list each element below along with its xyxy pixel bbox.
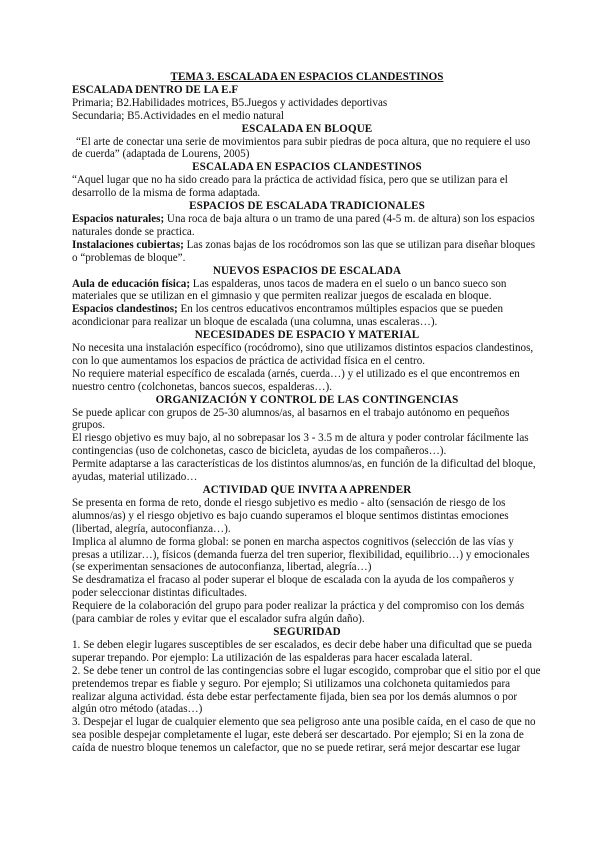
- section-heading-escalada-bloque: ESCALADA EN BLOQUE: [241, 122, 373, 135]
- espacios-naturales-text: Una roca de baja altura o un tramo de una pared (4-5 m. de altura) son los espacios naturales donde se practica.: [72, 212, 535, 238]
- actividad-paragraph-2: Implica al alumno de forma global: se ponen en marcha aspectos cognitivos (selección de las vías y presas a utilizar…), físicos (demanda fuerza del tren superior, flexibilidad, equilibrio…) y emocionales (se experimentan sensaciones de autoconfianza, libertad, alegría…): [72, 535, 530, 574]
- aula-ef-label: Aula de educación física;: [72, 277, 191, 290]
- seguridad-item-1: 1. Se deben elegir lugares susceptibles de ser escalados, es decir debe haber una dificultad que se pueda superar trepando. Por ejemplo: La utilización de las espalderas para hacer escalada lateral.: [72, 638, 532, 664]
- section-heading-necesidades: NECESIDADES DE ESPACIO Y MATERIAL: [194, 329, 420, 342]
- section-heading-espacios-clandestinos: ESCALADA EN ESPACIOS CLANDESTINOS: [192, 161, 422, 174]
- organizacion-paragraph-3: Permite adaptarse a las características de los distintos alumnos/as, en función de la dificultad del bloque, ayudas, material utilizado…: [72, 458, 536, 484]
- instalaciones-cubiertas-text: Las zonas bajas de los rocódromos son las que se utilizan para diseñar bloques o “problemas de bloque”.: [72, 238, 536, 264]
- organizacion-paragraph-2: El riesgo objetivo es muy bajo, al no sobrepasar los 3 - 3.5 m de altura y poder controlar fácilmente las contingencias (uso de colchonetas, casco de bicicleta, ayudas de los compañeros…).: [72, 432, 529, 458]
- seguridad-item-2: 2. Se debe tener un control de las contingencias sobre el lugar escogido, comprobar que el sitio por el que pretendemos trepar es fiable y seguro. Por ejemplo; Si utilizamos una colchoneta quitamiedos para realizar alguna actividad. ésta debe estar perfectamente fijada, bien sea por los demás alumnos o por algún otro método (atadas…): [72, 664, 541, 716]
- section-heading-actividad: ACTIVIDAD QUE INVITA A APRENDER: [202, 484, 412, 496]
- necesidades-paragraph-2: No requiere material específico de escalada (arnés, cuerda…) y el utilizado es el que encontremos en nuestro centro (colchonetas, bancos suecos, espalderas…).: [72, 367, 520, 393]
- aula-ef-paragraph: [72, 278, 542, 304]
- document-title: TEMA 3. ESCALADA EN ESPACIOS CLANDESTINOS: [170, 71, 444, 83]
- section-heading-espacios-tradicionales: ESPACIOS DE ESCALADA TRADICIONALES: [189, 200, 425, 213]
- actividad-paragraph-3: Se desdramatiza el fracaso al poder superar el bloque de escalada con la ayuda de los compañeros y poder seleccionar distintas dificultades.: [72, 574, 515, 600]
- section-heading-organizacion: ORGANIZACIÓN Y CONTROL DE LAS CONTINGENCIAS: [155, 393, 459, 406]
- clandestinos-definition-quote: “Aquel lugar que no ha sido creado para la práctica de actividad física, pero que se utilizan para el desarrollo de la misma de forma adaptada.: [72, 174, 508, 200]
- necesidades-paragraph-1: No necesita una instalación específico (rocódromo), sino que utilizamos distintos espacios clandestinos, con lo que aumentamos los espacios de práctica de actividad física en el centro.: [72, 342, 534, 367]
- espacios-clandestinos-paragraph: [72, 303, 542, 329]
- seguridad-item-3: 3. Despejar el lugar de cualquier elemento que sea peligroso ante una posible caída, en el caso de que no sea posible despejar completamente el lugar, este deberá ser descartado. Por ejemplo; Si en la zona de caída de nuestro bloque tenemos un calefactor, que no se puede retirar, será mejor descartar ese lugar: [72, 716, 536, 755]
- section-heading-escalada-ef: ESCALADA DENTRO DE LA E.F: [72, 83, 239, 96]
- espacios-naturales-paragraph: [72, 213, 542, 239]
- primaria-line: Primaria; B2.Habilidades motrices, B5.Juegos y actividades deportivas: [72, 96, 388, 109]
- espacios-clandestinos-label: Espacios clandestinos;: [72, 303, 178, 316]
- aula-ef-text: Las espalderas, unos tacos de madera en el suelo o un banco sueco son materiales que se utilizan en el gimnasio y que permiten realizar juegos de escalada en bloque.: [72, 277, 507, 303]
- instalaciones-cubiertas-label: Instalaciones cubiertas;: [72, 238, 184, 251]
- secundaria-line: Secundaria; B5.Actividades en el medio natural: [72, 109, 284, 122]
- instalaciones-cubiertas-paragraph: [72, 239, 542, 265]
- bloque-definition-quote: “El arte de conectar una serie de movimientos para subir piedras de poca altura, que no requiere el uso de cuerda” (adaptada de Lourens, 2005): [72, 135, 531, 161]
- espacios-clandestinos-text: En los centros educativos encontramos múltiples espacios que se pueden acondicionar para realizar un bloque de escalada (una columna, unas escaleras…).: [72, 303, 504, 329]
- section-heading-nuevos-espacios: NUEVOS ESPACIOS DE ESCALADA: [212, 264, 402, 277]
- organizacion-paragraph-1: Se puede aplicar con grupos de 25-30 alumnos/as, al basarnos en el trabajo autónomo en pequeños grupos.: [72, 406, 510, 432]
- section-heading-seguridad: SEGURIDAD: [273, 625, 341, 638]
- actividad-paragraph-1: Se presenta en forma de reto, donde el riesgo subjetivo es medio - alto (sensación de riesgo de los alumnos/as) y el riesgo objetivo es bajo cuando superamos el bloque sentimos distintas emociones (libertad, alegría, autoconfianza…).: [72, 496, 509, 535]
- espacios-naturales-label: Espacios naturales;: [72, 212, 165, 225]
- actividad-paragraph-4: Requiere de la colaboración del grupo para poder realizar la práctica y del compromiso con los demás (para cambiar de roles y evitar que el escalador sufra algún daño).: [72, 600, 525, 626]
